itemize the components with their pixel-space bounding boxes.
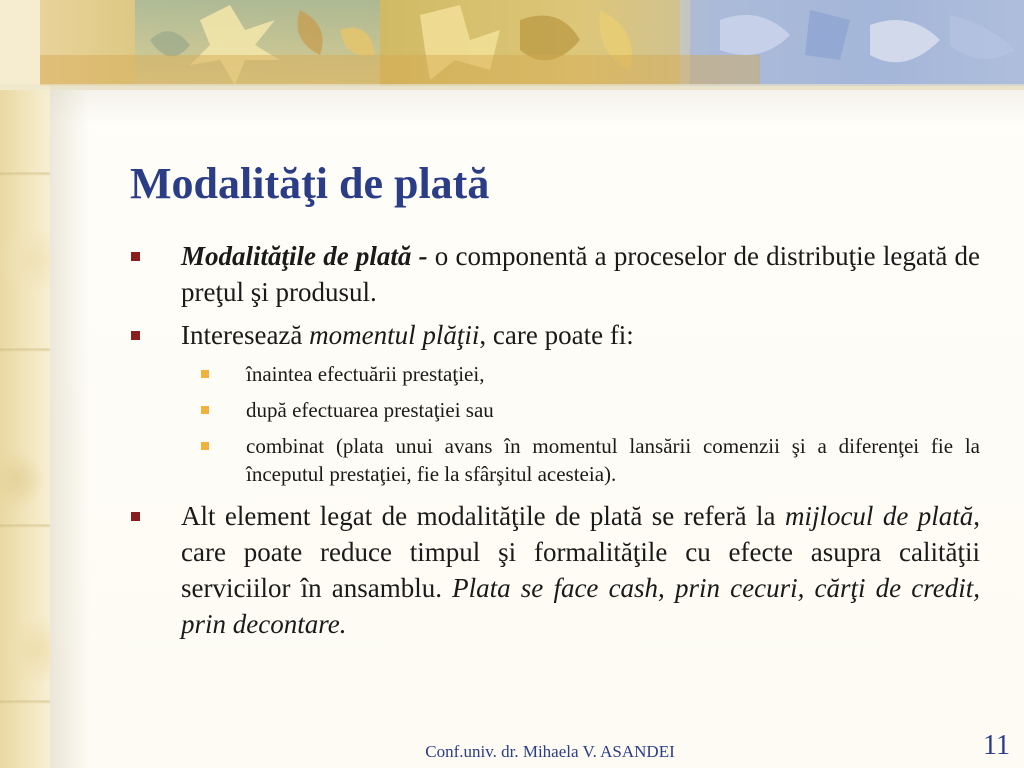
banner-graphic xyxy=(0,0,1024,90)
bullet-item-3 xyxy=(130,498,980,642)
bullet-3-text-after: , care poate reduce timpul şi formalităţile cu efecte asupra calităţii serviciilor în ansamblu. xyxy=(181,501,981,603)
small-square-bullet-icon xyxy=(201,370,209,378)
sub-item-2-text: după efectuarea prestaţiei sau xyxy=(246,398,494,422)
bullet-2-italic: momentul plăţii xyxy=(309,320,480,350)
small-square-bullet-icon xyxy=(201,406,209,414)
bullet-3-italic: mijlocul de plată xyxy=(784,501,974,531)
banner-shadow xyxy=(50,84,1024,124)
bullet-2-text-before: Interesează xyxy=(181,320,310,350)
slide-title: Modalităţi de plată xyxy=(130,159,490,208)
sub-item-2 xyxy=(246,396,980,424)
bullet-3-text-before: Alt element legat de modalităţile de plată se referă la xyxy=(181,501,785,531)
bullet-1-lead: Modalităţile de plată - xyxy=(181,241,428,271)
page-number: 11 xyxy=(983,730,1010,761)
bullet-3-italic-end: Plata se face cash, prin cecuri, cărţi de credit, prin decontare. xyxy=(181,573,980,639)
bullet-1-text: o componentă a proceselor de distribuţie legată de preţul şi produsul. xyxy=(181,241,981,307)
sub-list xyxy=(130,360,980,488)
square-bullet-icon xyxy=(131,252,140,261)
left-parchment-strip xyxy=(0,0,50,768)
sub-item-1 xyxy=(246,360,980,388)
sub-item-3-text: combinat (plata unui avans în momentul lansării comenzii şi a diferenţei fie la începutul prestaţiei, fie la sfârşitul acesteia). xyxy=(246,434,980,486)
square-bullet-icon xyxy=(131,331,140,340)
bullet-2-text-after: , care poate fi: xyxy=(479,320,634,350)
slide-content xyxy=(130,238,980,649)
autumn-leaves-banner xyxy=(0,0,1024,90)
footer-author: Conf.univ. dr. Mihaela V. ASANDEI xyxy=(425,742,675,761)
sub-item-1-text: înaintea efectuării prestaţiei, xyxy=(246,362,485,386)
left-shadow xyxy=(50,80,90,768)
bullet-item-1 xyxy=(130,238,980,310)
sub-item-3 xyxy=(246,432,980,488)
small-square-bullet-icon xyxy=(201,442,209,450)
square-bullet-icon xyxy=(131,512,140,521)
bullet-item-2 xyxy=(130,317,980,353)
